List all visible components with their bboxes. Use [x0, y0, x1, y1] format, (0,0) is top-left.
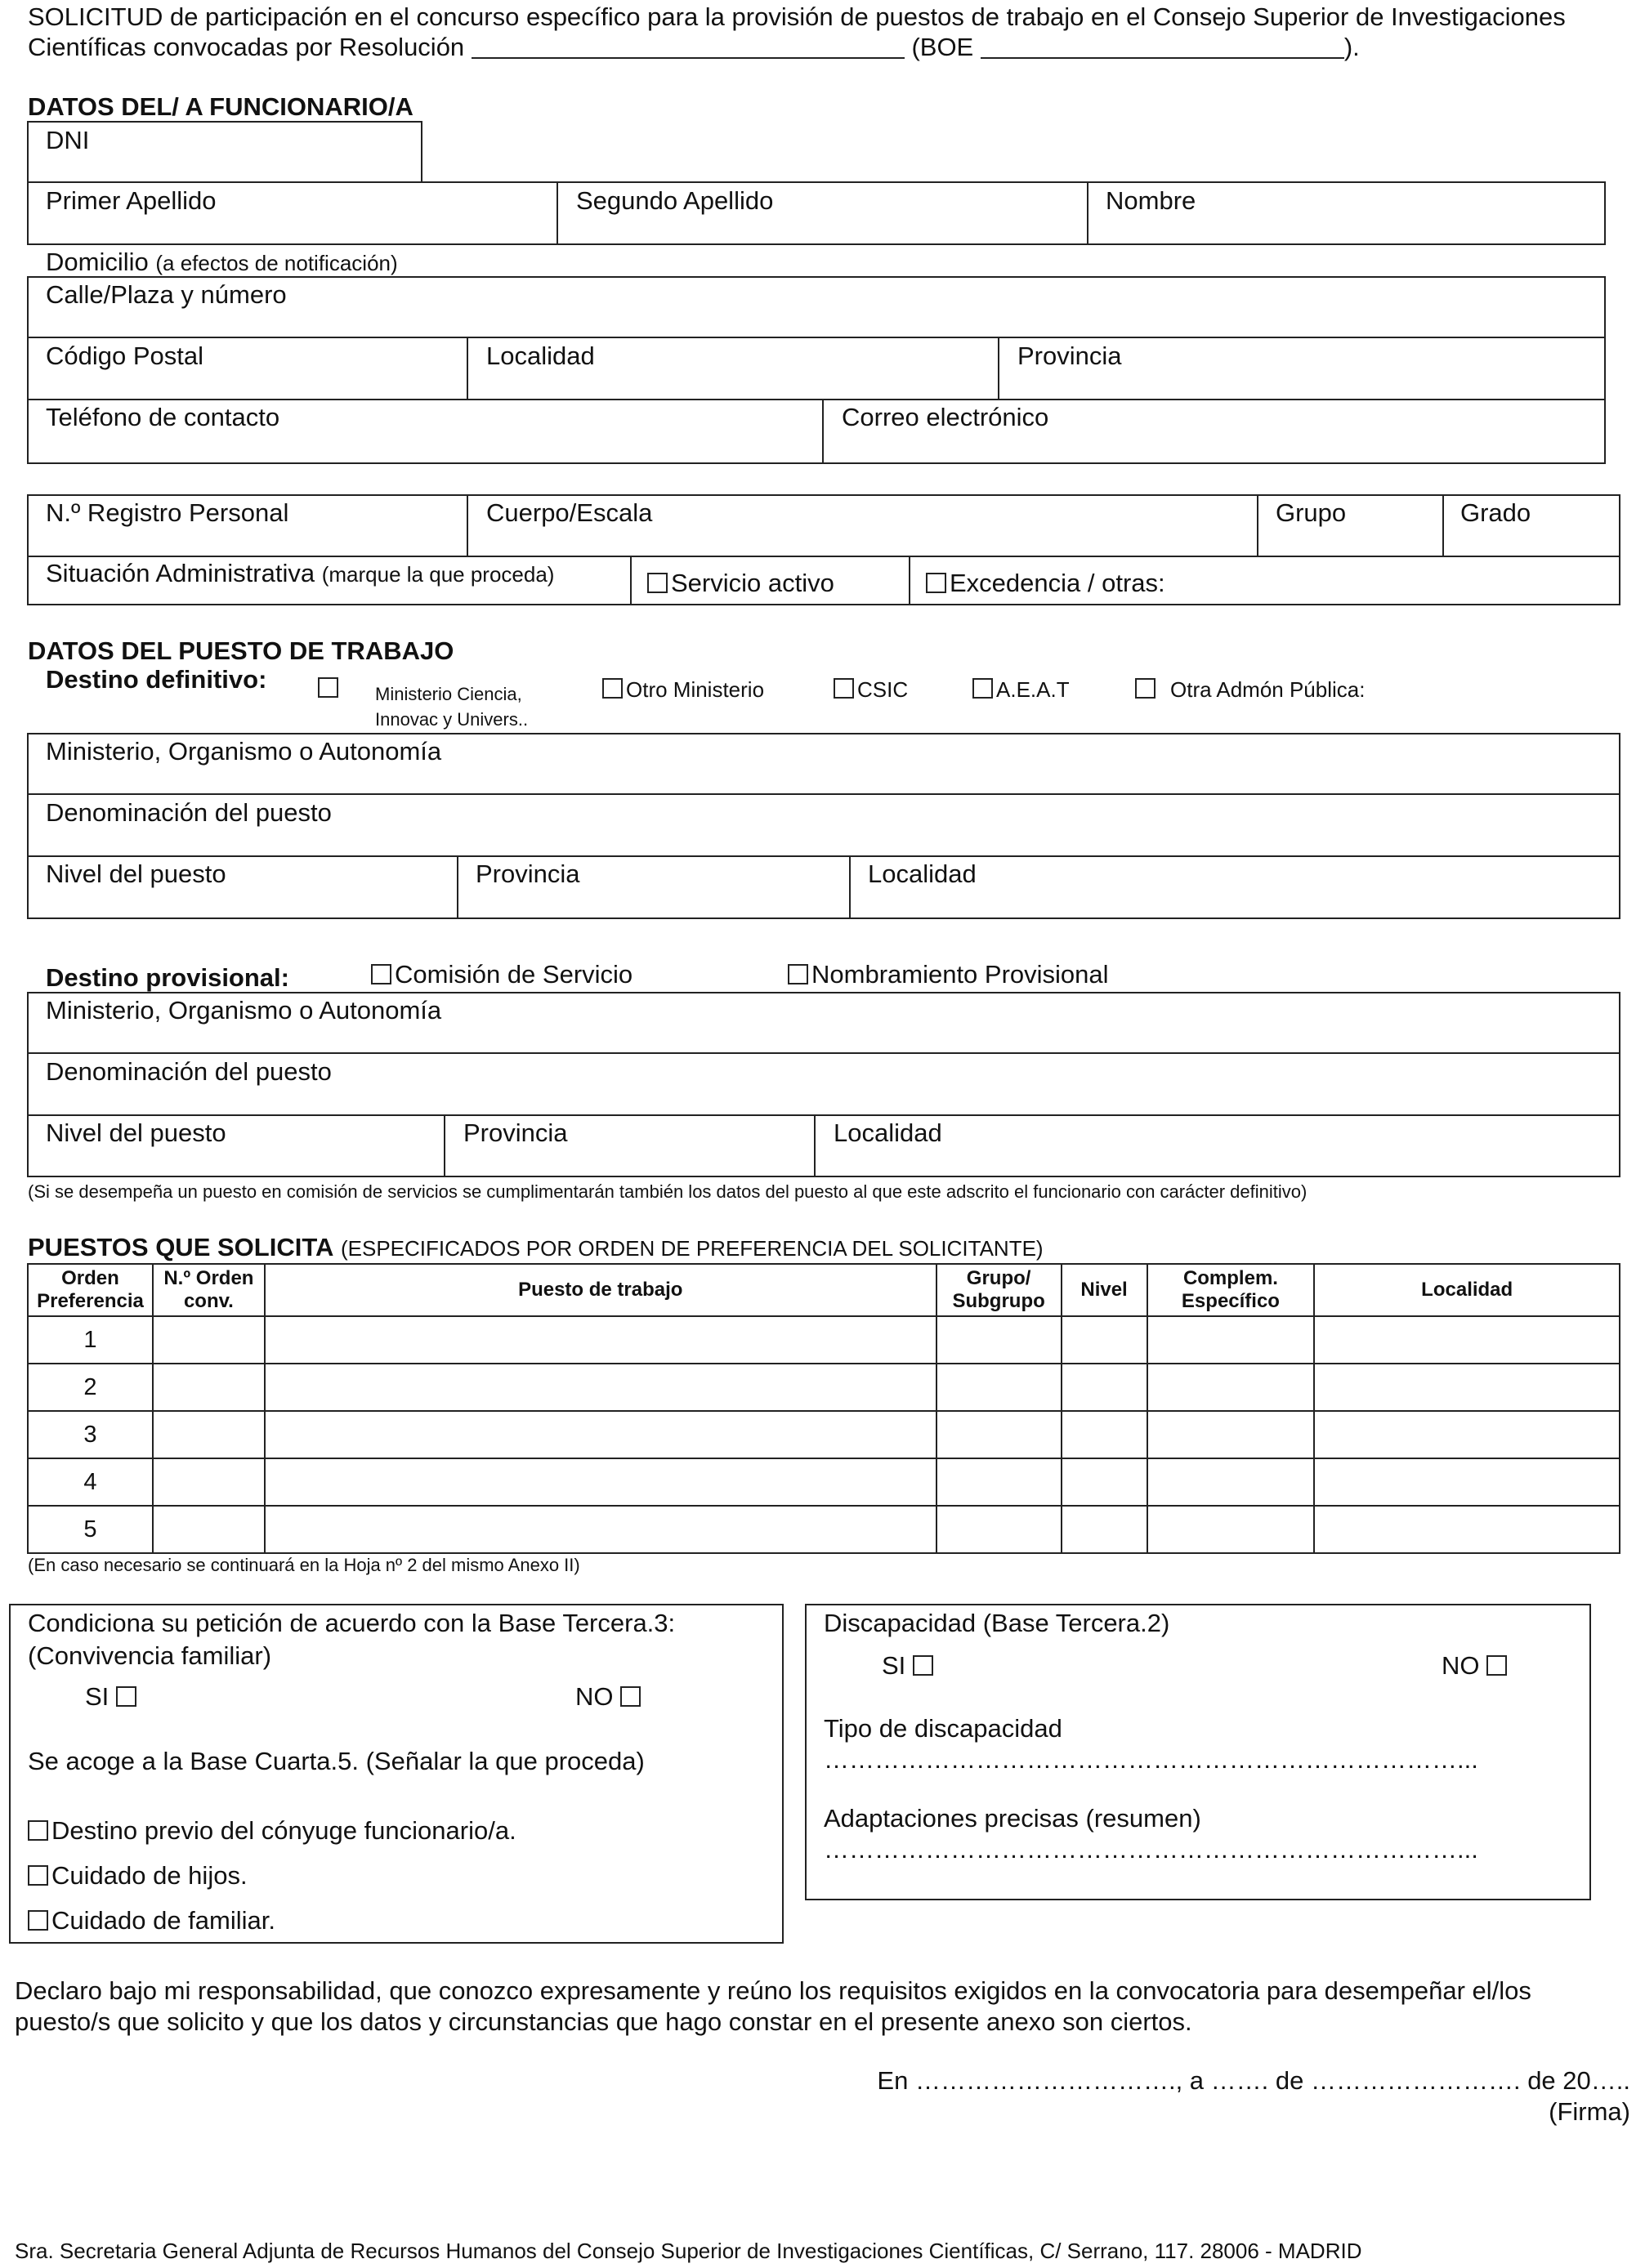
orden-cell: 1: [28, 1316, 153, 1364]
situacion-text: Situación Administrativa: [46, 559, 315, 587]
col-header-n-orden-line2: conv.: [183, 1290, 234, 1312]
table-cell[interactable]: [1062, 1458, 1147, 1506]
telefono-label: Teléfono de contacto: [46, 403, 280, 431]
boe-open: (BOE: [911, 33, 974, 61]
condiciona-line1: Condiciona su petición de acuerdo con la Base Tercera.3:: [28, 1609, 676, 1637]
ministerio-ciencia-checkbox[interactable]: [318, 677, 338, 698]
divider: [27, 337, 1606, 338]
form-intro-line2: [28, 32, 1360, 62]
col-header-n-orden: [153, 1264, 265, 1316]
cuerpo-label: Cuerpo/Escala: [486, 498, 653, 527]
table-row: [28, 1364, 1620, 1411]
col-header-orden-line1: Orden: [61, 1267, 119, 1290]
divider: [630, 556, 632, 605]
divider: [998, 337, 999, 400]
comision-note: (Si se desempeña un puesto en comisión de servicios se cumplimentarán también los datos del puesto al que este adscrito el funcionario con carácter definitivo): [28, 1181, 1308, 1202]
domicilio-label: [46, 247, 398, 277]
orden-cell: 2: [28, 1364, 153, 1411]
divider: [467, 337, 468, 400]
table-cell[interactable]: [265, 1458, 936, 1506]
situacion-note: (marque la que proceda): [321, 562, 555, 587]
orden-cell: 3: [28, 1411, 153, 1458]
divider: [27, 793, 1620, 795]
puestos-table: [27, 1263, 1620, 1554]
table-row: [28, 1411, 1620, 1458]
solicita-title-text: PUESTOS QUE SOLICITA: [28, 1233, 334, 1261]
col-header-nivel-text: Nivel: [1080, 1279, 1128, 1301]
table-cell[interactable]: [1147, 1411, 1315, 1458]
familiar-label: Cuidado de familiar.: [51, 1906, 275, 1935]
table-row: [28, 1316, 1620, 1364]
table-cell[interactable]: [153, 1506, 265, 1553]
table-row: [28, 1506, 1620, 1553]
table-cell[interactable]: [1314, 1458, 1620, 1506]
boe-close: ).: [1343, 33, 1360, 61]
def-denominacion-label: Denominación del puesto: [46, 798, 332, 827]
table-cell[interactable]: [1062, 1411, 1147, 1458]
condiciona-no-label: NO: [575, 1682, 614, 1711]
divider: [444, 1114, 445, 1177]
csic-checkbox[interactable]: [834, 678, 854, 699]
solicita-title: [28, 1232, 1044, 1262]
divider: [27, 399, 1606, 400]
col-header-complemento: [1147, 1264, 1315, 1316]
csic-option[interactable]: [834, 677, 908, 703]
divider: [1257, 494, 1258, 556]
col-header-grupo: [936, 1264, 1062, 1316]
correo-label: Correo electrónico: [842, 403, 1049, 431]
csic-label: CSIC: [857, 677, 909, 702]
ministerio-ciencia-line2: Innovac y Univers..: [375, 708, 529, 730]
divider: [467, 494, 468, 556]
otra-admon-checkbox[interactable]: [1135, 678, 1156, 699]
divider: [27, 556, 1620, 557]
opt-familiar[interactable]: [28, 1905, 275, 1935]
resolution-label: Científicas convocadas por Resolución: [28, 33, 465, 61]
nombramiento-option[interactable]: [788, 959, 1109, 989]
localidad-label: Localidad: [486, 342, 595, 370]
divider: [27, 855, 1620, 857]
excedencia-checkbox[interactable]: [926, 573, 946, 593]
hijos-label: Cuidado de hijos.: [51, 1861, 248, 1890]
col-header-orden-line2: Preferencia: [37, 1290, 144, 1312]
table-cell[interactable]: [1314, 1506, 1620, 1553]
nombramiento-label: Nombramiento Provisional: [811, 960, 1109, 989]
table-cell[interactable]: [265, 1506, 936, 1553]
prov-denominacion-label: Denominación del puesto: [46, 1057, 332, 1086]
def-localidad-label: Localidad: [868, 859, 977, 888]
table-cell[interactable]: [265, 1411, 936, 1458]
table-row: [28, 1458, 1620, 1506]
comision-checkbox[interactable]: [371, 964, 391, 984]
discapacidad-no-option[interactable]: [1442, 1650, 1510, 1681]
col-header-complemento-line2: Específico: [1181, 1290, 1280, 1312]
condiciona-si-checkbox[interactable]: [116, 1686, 136, 1707]
comision-option[interactable]: [371, 959, 633, 989]
condiciona-si-option[interactable]: [85, 1681, 140, 1712]
footer-address: Sra. Secretaria General Adjunta de Recursos Humanos del Consejo Superior de Investigaciones Científicas, C/ Serrano, 117. 28006 - MADRID: [15, 2239, 1362, 2263]
primer-apellido-label: Primer Apellido: [46, 186, 217, 215]
divider: [1087, 181, 1088, 245]
dni-label: DNI: [46, 126, 90, 154]
adaptaciones-label: Adaptaciones precisas (resumen): [824, 1804, 1201, 1833]
def-provincia-label: Provincia: [476, 859, 580, 888]
discapacidad-si-option[interactable]: [882, 1650, 936, 1681]
destino-definitivo-label: Destino definitivo:: [46, 665, 267, 694]
table-cell[interactable]: [1314, 1364, 1620, 1411]
aeat-label: A.E.A.T: [996, 677, 1070, 702]
otro-ministerio-checkbox[interactable]: [602, 678, 623, 699]
divider: [849, 855, 851, 919]
ministerio-ciencia-line1: Ministerio Ciencia,: [375, 684, 522, 704]
acoge-label: Se acoge a la Base Cuarta.5. (Señalar la que proceda): [28, 1747, 645, 1775]
table-cell[interactable]: [936, 1458, 1062, 1506]
condiciona-line2: (Convivencia familiar): [28, 1641, 272, 1670]
col-header-nivel: [1062, 1264, 1147, 1316]
col-header-puesto-text: Puesto de trabajo: [518, 1279, 683, 1301]
table-cell[interactable]: [265, 1316, 936, 1364]
table-cell[interactable]: [936, 1364, 1062, 1411]
grado-label: Grado: [1460, 498, 1531, 527]
situacion-label: [46, 558, 554, 588]
col-header-complemento-line1: Complem.: [1182, 1267, 1278, 1290]
divider: [27, 1114, 1620, 1116]
prov-localidad-label: Localidad: [834, 1118, 942, 1147]
condiciona-si-label: SI: [85, 1682, 110, 1711]
table-cell[interactable]: [1062, 1364, 1147, 1411]
servicio-activo-checkbox[interactable]: [647, 573, 668, 593]
otro-ministerio-option[interactable]: [602, 677, 764, 703]
col-header-grupo-line2: Subgrupo: [952, 1290, 1045, 1312]
aeat-option[interactable]: [972, 677, 1070, 703]
resolution-field[interactable]: [472, 34, 905, 59]
table-cell[interactable]: [1314, 1411, 1620, 1458]
tipo-discapacidad-field[interactable]: …………………………………………………………………...: [824, 1745, 1478, 1774]
destino-provisional-label: Destino provisional:: [46, 963, 289, 992]
divider: [909, 556, 910, 605]
discapacidad-si-label: SI: [882, 1651, 906, 1680]
table-cell[interactable]: [1147, 1506, 1315, 1553]
col-header-n-orden-line1: N.º Orden: [163, 1267, 254, 1290]
col-header-orden: [28, 1264, 153, 1316]
conyuge-label: Destino previo del cónyuge funcionario/a.: [51, 1816, 516, 1845]
divider: [1442, 494, 1444, 556]
divider: [814, 1114, 816, 1177]
discapacidad-no-label: NO: [1442, 1651, 1480, 1680]
table-cell[interactable]: [153, 1316, 265, 1364]
discapacidad-title: Discapacidad (Base Tercera.2): [824, 1609, 1170, 1637]
table-cell[interactable]: [153, 1411, 265, 1458]
comision-label: Comisión de Servicio: [395, 960, 633, 989]
prov-nivel-label: Nivel del puesto: [46, 1118, 226, 1147]
table-cell[interactable]: [936, 1411, 1062, 1458]
declaracion-line1: Declaro bajo mi responsabilidad, que conozco expresamente y reúno los requisitos exigidos en la convocatoria para desempeñar el/los: [15, 1976, 1531, 2005]
table-cell[interactable]: [1062, 1506, 1147, 1553]
calle-label: Calle/Plaza y número: [46, 280, 287, 309]
condiciona-no-checkbox[interactable]: [620, 1686, 641, 1707]
ministerio-ciencia-label: [375, 682, 528, 733]
section-title-puesto: DATOS DEL PUESTO DE TRABAJO: [28, 636, 454, 665]
registro-label: N.º Registro Personal: [46, 498, 289, 527]
col-header-puesto: [265, 1264, 936, 1316]
servicio-activo-label: Servicio activo: [671, 569, 834, 597]
domicilio-text: Domicilio: [46, 248, 149, 276]
col-header-grupo-line1: Grupo/: [966, 1267, 1031, 1290]
orden-cell: 5: [28, 1506, 153, 1553]
solicita-title-note: (ESPECIFICADOS POR ORDEN DE PREFERENCIA DEL SOLICITANTE): [340, 1236, 1044, 1261]
nombramiento-checkbox[interactable]: [788, 964, 808, 984]
otro-ministerio-label: Otro Ministerio: [626, 677, 765, 702]
table-cell[interactable]: [153, 1364, 265, 1411]
declaracion-line2: puesto/s que solicito y que los datos y circunstancias que hago constar en el presente anexo son ciertos.: [15, 2007, 1192, 2036]
opt-conyuge[interactable]: [28, 1815, 516, 1846]
fecha-line[interactable]: En …………………………., a ……. de ……………………. de 20…..: [877, 2066, 1630, 2095]
aeat-checkbox[interactable]: [972, 678, 993, 699]
divider: [27, 1052, 1620, 1054]
condiciona-no-option[interactable]: [575, 1681, 644, 1712]
form-intro-line1: SOLICITUD de participación en el concurso específico para la provisión de puestos de trabajo en el Consejo Superior de Investigaciones: [28, 2, 1566, 31]
domicilio-note: (a efectos de notificación): [155, 251, 398, 275]
table-cell[interactable]: [1147, 1458, 1315, 1506]
opt-hijos[interactable]: [28, 1860, 248, 1891]
table-cell[interactable]: [1314, 1316, 1620, 1364]
servicio-activo-option[interactable]: [647, 568, 834, 598]
grupo-label: Grupo: [1276, 498, 1347, 527]
def-nivel-label: Nivel del puesto: [46, 859, 226, 888]
excedencia-label: Excedencia / otras:: [950, 569, 1165, 597]
table-cell[interactable]: [936, 1506, 1062, 1553]
orden-cell: 4: [28, 1458, 153, 1506]
divider: [557, 181, 558, 245]
table-cell[interactable]: [1147, 1316, 1315, 1364]
divider: [457, 855, 458, 919]
table-cell[interactable]: [1062, 1316, 1147, 1364]
familiar-checkbox[interactable]: [28, 1910, 48, 1931]
table-cell[interactable]: [265, 1364, 936, 1411]
names-row: [27, 181, 1606, 245]
prov-ministerio-label: Ministerio, Organismo o Autonomía: [46, 996, 442, 1025]
firma-label: (Firma): [1549, 2097, 1630, 2126]
table-header-row: [28, 1264, 1620, 1316]
divider: [822, 399, 824, 464]
provincia-label: Provincia: [1017, 342, 1122, 370]
table-cell[interactable]: [1147, 1364, 1315, 1411]
discapacidad-si-checkbox[interactable]: [913, 1655, 933, 1676]
codigo-postal-label: Código Postal: [46, 342, 204, 370]
excedencia-option[interactable]: [926, 568, 1165, 598]
col-header-localidad: [1314, 1264, 1620, 1316]
discapacidad-no-checkbox[interactable]: [1486, 1655, 1507, 1676]
otra-admon-label: Otra Admón Pública:: [1170, 677, 1366, 702]
hijos-checkbox[interactable]: [28, 1865, 48, 1886]
otra-admon-option[interactable]: [1135, 677, 1365, 703]
section-title-funcionario: DATOS DEL/ A FUNCIONARIO/A: [28, 92, 413, 121]
tipo-discapacidad-label: Tipo de discapacidad: [824, 1714, 1062, 1743]
prov-provincia-label: Provincia: [463, 1118, 568, 1147]
col-header-localidad-text: Localidad: [1421, 1279, 1513, 1301]
segundo-apellido-label: Segundo Apellido: [576, 186, 774, 215]
def-ministerio-label: Ministerio, Organismo o Autonomía: [46, 737, 442, 766]
continuation-note: (En caso necesario se continuará en la Hoja nº 2 del mismo Anexo II): [28, 1555, 580, 1575]
adaptaciones-field[interactable]: …………………………………………………………………...: [824, 1835, 1478, 1864]
boe-field[interactable]: [981, 34, 1344, 59]
nombre-label: Nombre: [1106, 186, 1196, 215]
table-cell[interactable]: [153, 1458, 265, 1506]
conyuge-checkbox[interactable]: [28, 1820, 48, 1841]
table-cell[interactable]: [936, 1316, 1062, 1364]
